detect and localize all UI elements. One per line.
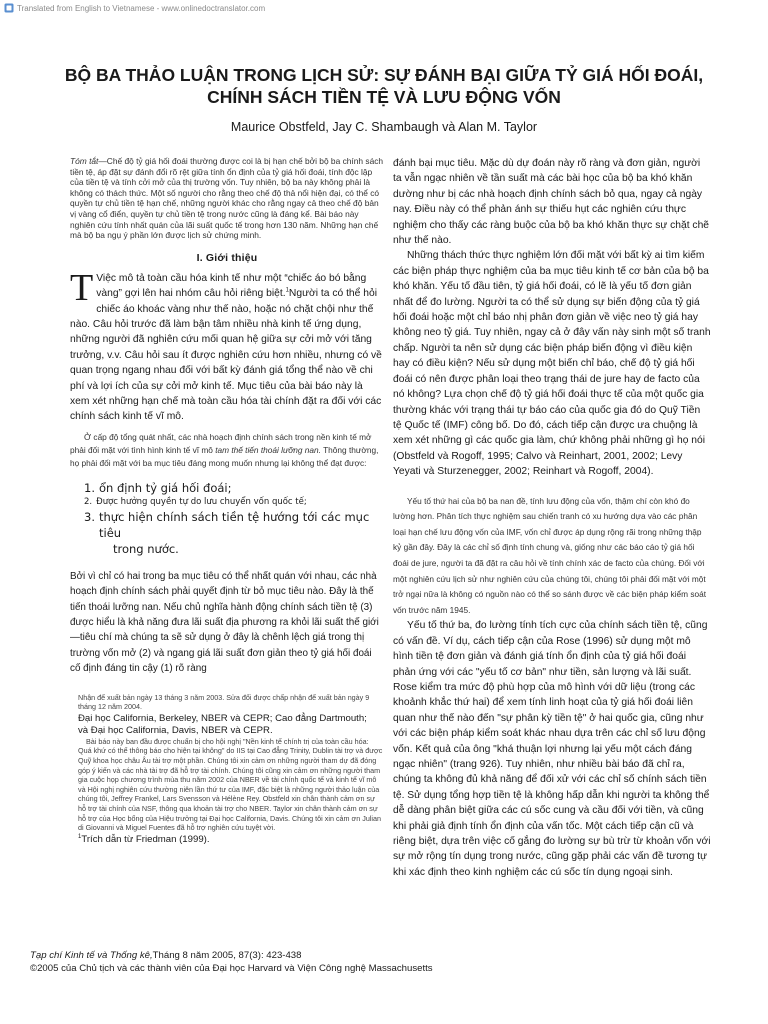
title-line-1: BỘ BA THẢO LUẬN TRONG LỊCH SỬ: SỰ ĐÁNH BẠI GIỮA TỶ GIÁ HỐI ĐOÁI, — [64, 65, 704, 85]
intro-p1-a: Việc mô tả toàn cầu hóa kinh tế như một “chiếc áo bó bằng vàng” gợi lên hai nhóm câu hỏi riêng biệt. — [96, 272, 367, 300]
footnote-1-number: 1 — [78, 833, 82, 840]
list-item-number: 3. — [84, 509, 95, 524]
intro-p1-b: Người ta có thể hỏi chiếc áo khoác vàng như thế nào, hoặc nó chặt chội như thế nào. Câu hỏi trước đã làm bận tâm nhiều nhà kinh tế ứng dụng, những người đã nghiên cứu mối quan hệ giữa sự cởi mở với tăng trưởng, v.v. Câu hỏi sau ít được nghiên cứu hơn nhiều, nhưng có về quan trọng ngang nhau đối với bất kỳ đánh giá tổng thể nào về chi phí và lợi ích của sự cởi mở kinh tế. Mục tiêu của bài báo này là xem xét những hạn chế mà toàn cầu hóa tài chính đặt ra đối với các chính sách kinh tế vĩ mô. — [70, 288, 382, 423]
intro-p2-b: Thông thường, họ phải đối mặt với ba mục tiêu đáng mong muốn nhưng lại không thể đạt được: — [70, 444, 379, 468]
intro-p2-italic: tam thế tiến thoái lưỡng nan. — [215, 444, 321, 455]
list-item-text-line: thực hiện chính sách tiền tệ hướng tới các mục tiêu — [98, 509, 370, 540]
list-item-text: Được hưởng quyền tự do lưu chuyển vốn quốc tế; — [96, 496, 307, 507]
list-item — [84, 496, 384, 509]
list-item-number: 2. — [84, 496, 93, 507]
journal-line — [30, 950, 433, 963]
footnote-affiliation-2: và Đại học California, Davis, NBER và CEPR. — [78, 724, 273, 736]
journal-name: Tạp chí Kinh tế và Thống kê, — [30, 950, 153, 961]
footnote-1 — [78, 835, 384, 845]
trilemma-list — [70, 480, 384, 557]
footnote-1-text: Trích dẫn từ Friedman (1999). — [81, 833, 210, 845]
abstract — [70, 156, 384, 241]
journal-copyright: ©2005 của Chủ tịch và các thành viên của Đại học Harvard và Viện Công nghệ Massachusetts — [30, 962, 433, 974]
right-paragraph-4: Yếu tố thứ ba, đo lường tính tích cực của chính sách tiền tệ, cũng có vấn đề. Ví dụ, cách tiếp cận của Rose (1996) sử dụng một mô hình tiền tệ đơn giản và đánh giá tính ổn định của tỷ giá hối đoái phản ứng với các "yếu tố cơ bản" như tiền, sản lượng và lãi suất. Rose kiểm tra mức độ phù hợp của mô hình với dữ liệu (trong các khoảnh khắc thứ hai) để xem tính linh hoạt của tỷ giá hối đoái liên quan như thế nào đến "sự phân kỳ tiền tệ" ở hai quốc gia, cũng như với các biện pháp kiểm soát khác nhau dựa trên các chỉ số lưu động vốn. Kết quả của ông "khá thuận lợi nhưng lại yếu một cách đáng ngạc nhiên" (trang 926). Tuy nhiên, như nhiều bài báo đã chỉ ra, chúng ta không đủ khả năng để đối xử với các chỉ số chính sách tiền tệ. Sử dụng tổng hợp tiền tệ là không hấp dẫn khi người ta không thể dễ dàng phân biệt giữa các cú sốc cung và cầu đối với tiền, và cũng khi phải giả định tính ổn định của vấn tốc. Một cách tiếp cận cũ và riêng biệt, dựa trên việc cố gắng đo lường sự bù trừ từ khoản vốn với sự mở rộng tín dụng trong nước, cũng gặp phải các vấn đề tương tự khi xác định theo kinh nghiệm các cú sốc tín dụng ngoại sinh. — [393, 620, 711, 878]
left-column — [70, 156, 384, 845]
list-item — [84, 480, 384, 496]
translator-logo-icon — [4, 3, 14, 13]
right-paragraph-3: Yếu tố thứ hai của bộ ba nan đề, tính lưu động của vốn, thậm chí còn khó đo lường hơn. Phân tích thực nghiệm sau chiến tranh có xu hướng dựa vào các phân loại hạn chế lưu động vốn của IMF, vốn chỉ được áp dụng rộng rãi trong những thập kỷ gần đây. Đây là các chỉ số định tính chung và, giống như các báo cáo tỷ giá hối đoái de jure, người ta đã đặt ra câu hỏi về tính chính xác de facto của chúng. Đối với một nghiên cứu lịch sử như nghiên cứu của chúng tôi, chúng tôi phải đối mặt với một trở ngại nữa là không có nguồn nào có thể so sánh được về các biện pháp kiểm soát vốn trước năm 1945. — [393, 495, 707, 615]
abstract-text: —Chế độ tỷ giá hối đoái thường được coi là bị hạn chế bởi bộ ba chính sách tiền tệ, áp đặt sự đánh đổi rõ rệt giữa tính ổn định của tỷ giá hối đoái, tính độc lập của tiền tệ và tính cởi mở của thị trường vốn. Tuy nhiên, bộ ba này không phải là không có thách thức. Một số người cho rằng theo chế độ thả nổi hiện đại, có thể có quyền tự chủ tiền tệ hạn chế, những người khác cho rằng ngay cả theo chế độ bản vị vàng cổ điển, quyền tự chủ tiền tệ trong nước cũng là đáng kể. Bài báo này nghiên cứu tính nhất quán của lãi suất quốc tế trong hơn 130 năm. Những hạn chế mà bộ ba ngụ ý phần lớn được lịch sử chứng minh. — [70, 156, 384, 241]
translator-banner[interactable] — [4, 2, 265, 14]
drop-cap: T — [70, 266, 94, 309]
intro-paragraph-1 — [70, 266, 384, 425]
intro-paragraph-3: Bởi vì chỉ có hai trong ba mục tiêu có thể nhất quán với nhau, các nhà hoạch định chính sách phải quyết định từ bỏ mục tiêu nào. Đây là thế tiến thoái lưỡng nan. Nếu chủ nghĩa hành động chính sách tiền tệ (3) được hiểu là khả năng đưa lãi suất địa phương ra khỏi lãi suất thế giới—tiêu chí mà chúng ta sẽ sử dụng ở đây là chênh lệch giá trong thị trường vốn mở (2) và ngang giá lãi suất đơn giản theo tỷ giá hối đoái cố định đáng tin cậy (1) rõ ràng — [70, 570, 379, 675]
paper-authors: Maurice Obstfeld, Jay C. Shambaugh và Alan M. Taylor — [230, 120, 538, 134]
journal-issue: Tháng 8 năm 2005, 87(3): 423-438 — [152, 950, 302, 961]
list-item — [84, 509, 384, 557]
right-paragraph-2: Những thách thức thực nghiệm lớn đối mặt với bất kỳ ai tìm kiếm các biện pháp thực nghiệm của ba mục tiêu kinh tế cơ bản của bộ ba khó khăn. Yếu tố đầu tiên, tỷ giá hối đoái, có lẽ là yếu tố đơn giản nhất để đo lường. Người ta có thể sử dụng sự biến động của tỷ giá hối đoái hoặc một chỉ báo nhị phân đơn giản về việc neo tỷ giá hay không neo tỷ giá. Tuy nhiên, ngay cả ở đây vấn này sinh một số tranh chấp. Người ta nên sử dụng các biện pháp biến động vì điều kiện hay có điều kiện? Nếu sử dụng một biến chỉ báo, chế độ tỷ giá hối đoái có nên được phân loại theo trạng thái de jure hay de facto của nó không? Lựa chọn chế độ tỷ giá hối đoái thực tế của một quốc gia thường khác với trạng thái tự báo cáo của quốc gia đó do Quỹ Tiền tệ Quốc tế (IMF) công bố. Do đó, cách tiếp cận được ưa chuộng là xem xét những gì các quốc gia làm, chứ không phải những gì họ nói (Obstfeld và Rogoff, 1995; Calvo và Reinhart, 2001, 2002; Levy Yeyati và Sturzenegger, 2002; Reinhart và Rogoff, 2004). — [393, 250, 711, 478]
right-column — [393, 156, 711, 880]
list-item-number: 1. — [84, 480, 95, 495]
footnotes — [70, 693, 384, 845]
right-paragraph-1: đánh bại mục tiêu. Mặc dù dự đoán này rõ ràng và đơn giản, người ta vẫn ngạc nhiên về tần suất mà các bài học của bộ ba khó khăn dường như bị các nhà hoạch định chính sách bỏ qua, ngay cả ngày nay. Điều này có thể phản ánh sự thiếu hụt các nghiên cứu thực nghiệm cho thấy các ràng buộc của bộ ba khó khăn thực sự chặt chẽ như thế nào. — [393, 158, 710, 247]
intro-paragraph-2 — [70, 431, 384, 470]
footnote-received: Nhận để xuất bản ngày 13 tháng 3 năm 2003. Sửa đổi được chấp nhận để xuất bản ngày 9 tháng 12 năm 2004. — [78, 692, 370, 712]
list-item-text: ổn định tỷ giá hối đoái; — [98, 480, 232, 495]
abstract-lead: Tóm tắt — [70, 156, 99, 166]
title-line-2: CHÍNH SÁCH TIỀN TỆ VÀ LƯU ĐỘNG VỐN — [207, 87, 561, 107]
footnote-affiliation-1: Đại học California, Berkeley, NBER và CEPR; Cao đẳng Dartmouth; — [78, 712, 367, 724]
paragraph-gap — [393, 480, 711, 494]
footnote-marker-1[interactable]: 1 — [285, 287, 289, 294]
list-item-text — [99, 509, 384, 557]
list-item-continuation: trong nước. — [112, 541, 179, 556]
intro-p2-a: Ở cấp độ tổng quát nhất, các nhà hoạch định chính sách trong nền kinh tế mở phải đối mặt với tình hình kinh tế vĩ mô — [70, 431, 372, 455]
footnote-acknowledgement: Bài báo này ban đầu được chuẩn bị cho hội nghị "Nền kinh tế chính trị của toàn cầu hóa: Quá khứ có thể thông báo cho hiện tại không" do IIS tại Cao đẳng Trinity, Dublin tài trợ và được Quỹ khoa học châu Âu tài trợ một phần. Chúng tôi xin cảm ơn những người tham dự đã đóng góp ý kiến và các nhà tài trợ đã hỗ trợ tài chính. Chúng tôi cũng xin cảm ơn những người tham gia cuộc họp chương trình mùa thu năm 2002 của NBER về tài chính quốc tế và kinh tế vĩ mô và Hội nghị nghiên cứu thường niên lần thứ tư của IMF, đặc biệt là những người thảo luận của chúng tôi, Jeffrey Frankel, Lars Svensson và Hélène Rey. Obstfeld xin chân thành cảm ơn sự hỗ trợ tài chính của NSF, thông qua khoản tài trợ cho NBER. Taylor xin chân thành cảm ơn sự hỗ trợ của Học bổng của Hiệu trưởng tại Đại học California, Davis. Chúng tôi xin cảm ơn Julian di Giovanni và Miguel Fuentes đã hỗ trợ nghiên cứu tuyệt vời. — [78, 736, 383, 833]
section-heading-intro: I. Giới thiệu — [196, 251, 258, 264]
journal-citation — [30, 950, 433, 975]
paper-title — [30, 64, 738, 108]
translator-text[interactable]: Translated from English to Vietnamese - www.onlinedoctranslator.com — [17, 3, 266, 13]
